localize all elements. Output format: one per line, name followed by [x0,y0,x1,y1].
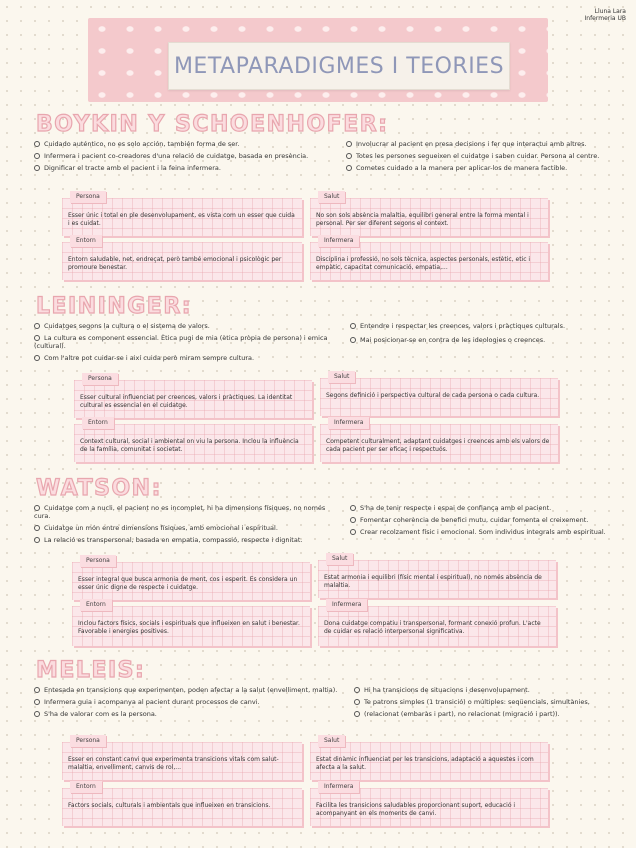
box-label: Entorn [70,235,102,247]
entorn-box [72,601,310,646]
salut-box [310,737,548,780]
bullet: Involucrar al pacient en presa decisions i fer que interactui amb altres. [346,140,616,148]
bullet: Cometes cuidado a la manera per aplicar-los de manera factible. [346,164,616,172]
box-label: Infermera [318,781,359,793]
infermera-box [318,601,556,646]
bullet: Te patrons simples (1 transició) o múltiples: seqüencials, simultànies, [354,698,618,706]
box-label: Infermera [328,417,369,429]
box-text: Esser integral que busca armonia de ment, cos i esperit. Es considera un esser únic digne de respecte i cuidatge. [78,576,298,591]
box-label: Salut [318,191,345,203]
box-text: Inclou factors físics, socials i espirituals que influeixen en salut i benestar. Favorable i energies positives. [78,620,300,635]
box-label: Infermera [318,235,359,247]
bullet: Dignificar el tracte amb el pacient i la feina infermera. [34,164,334,172]
right-bullets [350,322,616,344]
bullet: Cuidatge un món entre dimensions físiques, amb emocional i espiritual. [34,524,334,532]
bullet: Infermera guia i acompanya al pacient durant processos de canvi. [34,698,344,706]
bullet: La cultura es component essencial. Ètica pugi de mia (ètica pròpia de persona) i emica (cultural). [34,334,334,350]
box-text: Esser en constant canvi que experimenta transicions vitals com salut-malaltia, envelliment, canvis de rol,... [68,756,279,771]
author-name: Lluna Lara [594,8,626,15]
box-label: Salut [328,371,355,383]
infermera-box [310,783,548,826]
box-text: Esser únic i total en ple desenvolupament, es vista com un esser que cuida i es cuidat. [68,212,295,227]
persona-box [74,375,312,418]
box-label: Persona [70,191,106,203]
box-text: Factors socials, culturals i ambientals que influeixen en transicions. [68,802,271,809]
bullet: Mai posicionar-se en contra de les ideologies o creences. [350,336,616,344]
bullet: Entesada en transicions que experimenten, poden afectar a la salut (envelliment, maltia). [34,686,344,694]
box-label: Entorn [70,781,102,793]
bullet: La relació es transpersonal, basada en empatia, compassió, respecte i dignitat. [34,536,334,544]
bullet: Infermera i pacient co-creadores d'una relació de cuidatge, basada en presència. [34,152,334,160]
box-text: Facilita les transicions saludables proporcionant suport, educació i acompanyant en els moments de canvi. [316,802,516,817]
author-note [585,8,627,22]
section-title: BOYKIN Y SCHOENHOFER: [36,112,389,137]
left-bullets [34,504,334,544]
box-text: Dona cuidatge compatiu i transpersonal, formant conexió profun. L'acte de cuidar es relació interpersonal significativa. [324,620,541,635]
bullet: Totes les persones segueixen el cuidatge i saben cuidar. Persona al centre. [346,152,616,160]
right-bullets [346,140,616,172]
box-text: Context cultural, social i ambiental on viu la persona. Inclou la influència de la família, comunitat i societat. [80,438,299,453]
box-text: Estat armonia i equilibri (físic mental i espiritual), no només absència de malaltia. [324,574,542,589]
bullet: (relacionat (embaràs i part), no relacionat (migració i part)). [354,710,618,718]
entorn-box [62,237,302,280]
salut-box [320,373,558,416]
left-bullets [34,140,334,172]
bullet: Cuidatge com a nucli, el pacient no es incomplet, hi ha dimensions físiques, no només cura. [34,504,334,520]
bullet: Fomentar coherència de benefici mutu, cuidar fomenta el creixement. [350,516,626,524]
box-text: Competent culturalment, adaptant cuidatges i creences amb els valors de cada pacient per ser eficaç i respectuós. [326,438,550,453]
bullet: Cuidado auténtico, no es solo acción, también forma de ser. [34,140,334,148]
box-label: Entorn [82,417,114,429]
persona-box [62,737,302,780]
bullet: Hi ha transicions de situacions i desenvolupament. [354,686,618,694]
persona-box [62,193,302,236]
right-bullets [350,504,626,536]
box-text: Estat dinàmic influenciat per les transicions, adaptació a aquestes i com afecta a la salut. [316,756,534,771]
left-bullets [34,686,344,718]
box-label: Entorn [80,599,112,611]
box-label: Salut [326,553,353,565]
box-text: Disciplina i professió, no sols tècnica, aspectes personals, estètic, etic i empàtic, capacitat comunicació, empatia,... [316,256,531,271]
right-bullets [354,686,618,718]
section-title: MELEIS: [36,658,146,683]
author-course: Infermeria UB [584,15,626,22]
bullet: Entendre i respectar les creences, valors i pràctiques culturals. [350,322,616,330]
bullet: Crear recolzament físic i emocional. Som individus integrals amb espiritual. [350,528,626,536]
box-label: Persona [82,373,118,385]
infermera-box [320,419,558,462]
infermera-box [310,237,548,280]
box-text: Esser cultural influenciat per creences, valors i pràctiques. La identitat cultural es essencial en el cuidatge. [80,394,293,409]
salut-box [318,555,556,598]
box-label: Salut [318,735,345,747]
box-text: No son sols absència malaltia, equilibri general entre la forma mental i personal. Per ser diferent segons el context. [316,212,529,227]
entorn-box [62,783,302,826]
box-label: Persona [70,735,106,747]
box-label: Persona [80,555,116,567]
bullet: Com l'altre pot cuidar-se i així cuida però miram sempre cultura. [34,354,334,362]
left-bullets [34,322,334,362]
salut-box [310,193,548,236]
section-title: LEININGER: [36,294,193,319]
bullet: S'ha de tenir respecte i espai de confiança amb el pacient. [350,504,626,512]
title-box [168,42,510,90]
box-label: Infermera [326,599,367,611]
box-text: Entorn saludable, net, endreçat, però també emocional i psicològic per promoure benestar. [68,256,282,271]
box-text: Segons definició i perspectiva cultural de cada persona o cada cultura. [326,392,540,399]
bullet: Cuidatges segons la cultura o el sistema de valors. [34,322,334,330]
bullet: S'ha de valorar com es la persona. [34,710,344,718]
page-title: METAPARADIGMES I TEORIES [173,53,505,79]
entorn-box [74,419,312,462]
section-title: WATSON: [36,476,162,501]
persona-box [72,557,310,600]
